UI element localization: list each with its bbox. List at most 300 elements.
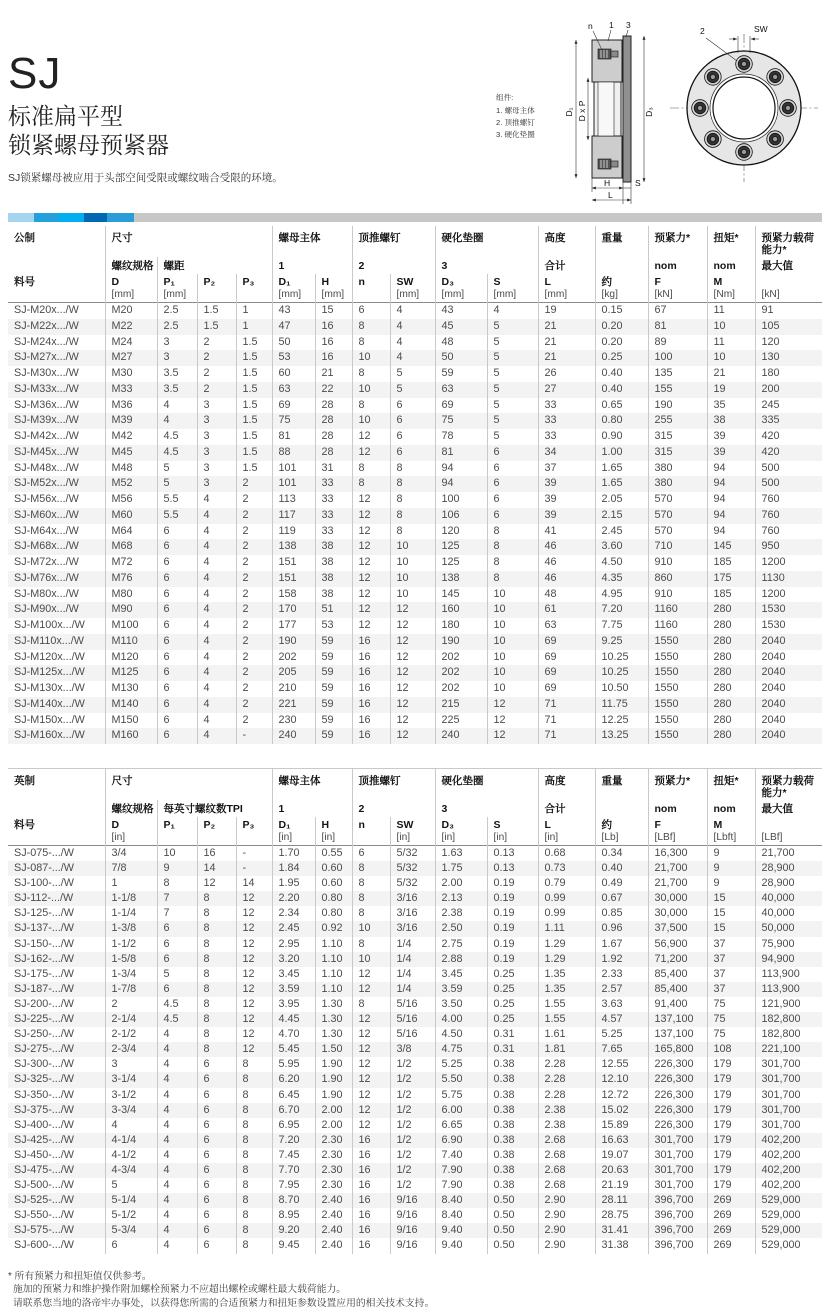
cell: 182,800 xyxy=(755,1012,822,1027)
cell: SJ-M33x.../W xyxy=(14,382,79,395)
cell: 1.10 xyxy=(315,952,352,967)
cell: 8 xyxy=(236,1103,272,1118)
cell: 4 xyxy=(157,1057,197,1072)
cell: 4 xyxy=(197,618,236,634)
cell: 570 xyxy=(648,492,707,508)
table-row xyxy=(8,587,822,603)
cell: M160 xyxy=(105,728,157,744)
nom-label: nom xyxy=(648,257,707,274)
cell: 6 xyxy=(157,524,197,540)
cell: 1.5 xyxy=(236,366,272,382)
cell: 19 xyxy=(707,382,755,398)
cell: 6 xyxy=(157,952,197,967)
cell: SJ-087-.../W xyxy=(14,862,74,875)
cell: 125 xyxy=(435,555,487,571)
cell: 301,700 xyxy=(755,1103,822,1118)
cell: 1160 xyxy=(648,618,707,634)
cell: 12 xyxy=(390,713,435,729)
cell: 2.90 xyxy=(538,1208,595,1223)
cell: 4.45 xyxy=(272,1012,315,1027)
cell: 16 xyxy=(352,1208,390,1223)
cell: 1/2 xyxy=(390,1118,435,1133)
cell: 113 xyxy=(272,492,315,508)
cell: 4 xyxy=(197,587,236,603)
table-row xyxy=(8,445,822,461)
cell: 280 xyxy=(707,650,755,666)
cell: 2.30 xyxy=(315,1178,352,1193)
cell: M68 xyxy=(105,539,157,555)
cell: 3.63 xyxy=(595,997,648,1012)
cell: 11 xyxy=(707,303,755,319)
cell: 1 xyxy=(236,303,272,319)
cell: 3 xyxy=(157,335,197,351)
dim-label-d3: D₃ xyxy=(644,107,654,117)
cell: 12 xyxy=(352,1103,390,1118)
cell: 12 xyxy=(352,1088,390,1103)
cell: 205 xyxy=(272,665,315,681)
cell: 69 xyxy=(538,681,595,697)
unit-row xyxy=(8,832,822,846)
cell: 8 xyxy=(197,1027,236,1042)
cell: 12 xyxy=(390,650,435,666)
cell: 280 xyxy=(707,665,755,681)
component-3-label: 3 xyxy=(435,800,538,817)
cell: 5-3/4 xyxy=(105,1223,157,1238)
cell: 10 xyxy=(487,650,538,666)
group-capacity: 预紧力载荷能力* xyxy=(755,769,822,801)
cell: 185 xyxy=(707,555,755,571)
cell: 28 xyxy=(315,413,352,429)
component-2-label: 2 xyxy=(352,800,435,817)
cell: 3 xyxy=(197,445,236,461)
cell: 121,900 xyxy=(755,997,822,1012)
cell: 2.38 xyxy=(435,906,487,921)
cell: 2.28 xyxy=(538,1088,595,1103)
cell: 2.50 xyxy=(435,921,487,936)
dim-label-s: S xyxy=(635,178,641,188)
cell: 7.40 xyxy=(435,1148,487,1163)
cell: 94 xyxy=(707,461,755,477)
cell: 5 xyxy=(157,461,197,477)
dim-label-dxp: D x P xyxy=(577,100,587,122)
component-3-label: 3 xyxy=(435,257,538,274)
cell: 8 xyxy=(197,937,236,952)
cell: 5 xyxy=(157,967,197,982)
cell: 5 xyxy=(487,350,538,366)
cell: 910 xyxy=(648,555,707,571)
cell: 5.25 xyxy=(595,1027,648,1042)
cell: 113,900 xyxy=(755,967,822,982)
cell: 33 xyxy=(315,524,352,540)
cell: 3-1/4 xyxy=(105,1072,157,1087)
cell: 0.60 xyxy=(315,861,352,876)
cell: 4.5 xyxy=(157,429,197,445)
cell: M80 xyxy=(105,587,157,603)
column-header: F xyxy=(648,274,707,289)
part-label-2: 2 xyxy=(700,26,705,36)
cell: 1.70 xyxy=(272,846,315,862)
cell: 120 xyxy=(755,335,822,351)
cell: 4 xyxy=(157,1193,197,1208)
table-row xyxy=(8,1163,822,1178)
cell: 8 xyxy=(236,1133,272,1148)
cell: 85,400 xyxy=(648,982,707,997)
accent-bar-segment xyxy=(34,213,58,222)
cell: 105 xyxy=(755,319,822,335)
table-row xyxy=(8,555,822,571)
cell: 6 xyxy=(487,476,538,492)
cell: 21 xyxy=(315,366,352,382)
cell: 91,400 xyxy=(648,997,707,1012)
table-row xyxy=(8,461,822,477)
cell: 179 xyxy=(707,1088,755,1103)
cell: M36 xyxy=(105,398,157,414)
cell: 8 xyxy=(487,571,538,587)
cell: 1.29 xyxy=(538,937,595,952)
cell: 4.5 xyxy=(157,997,197,1012)
cell: 15.89 xyxy=(595,1118,648,1133)
cell: 5/16 xyxy=(390,997,435,1012)
cell: 240 xyxy=(435,728,487,744)
column-name-row xyxy=(8,274,822,289)
cell: 59 xyxy=(315,634,352,650)
cell: SJ-M72x.../W xyxy=(14,556,79,568)
cell: 20.63 xyxy=(595,1163,648,1178)
cell: 0.38 xyxy=(487,1133,538,1148)
cell: 1530 xyxy=(755,602,822,618)
component-1-label: 1 xyxy=(272,800,352,817)
cell: 1.10 xyxy=(315,937,352,952)
cell: 0.15 xyxy=(595,303,648,319)
cell: 6 xyxy=(197,1118,236,1133)
cell: 10.50 xyxy=(595,681,648,697)
cell: 85,400 xyxy=(648,967,707,982)
cell: 2 xyxy=(236,697,272,713)
cell: 1/4 xyxy=(390,967,435,982)
cell: 5 xyxy=(487,413,538,429)
cell: 2 xyxy=(197,366,236,382)
cell: 12 xyxy=(390,697,435,713)
cell: 1.90 xyxy=(315,1057,352,1072)
cell: SJ-M22x.../W xyxy=(14,319,79,332)
cell: 71 xyxy=(538,713,595,729)
cell: 138 xyxy=(272,539,315,555)
cell: 1.5 xyxy=(236,335,272,351)
cell: 12 xyxy=(236,891,272,906)
cell: 9 xyxy=(707,876,755,891)
technical-drawing xyxy=(492,20,830,210)
cell: 37,500 xyxy=(648,921,707,936)
cell: 2 xyxy=(197,350,236,366)
table-row xyxy=(8,1072,822,1087)
cell: M150 xyxy=(105,713,157,729)
cell: 0.40 xyxy=(595,382,648,398)
cell: SJ-325-.../W xyxy=(14,1073,74,1086)
cell: 202 xyxy=(435,665,487,681)
cell: 1530 xyxy=(755,618,822,634)
cell: 12 xyxy=(352,508,390,524)
cell: 0.79 xyxy=(538,876,595,891)
table-row xyxy=(8,571,822,587)
cell: 8 xyxy=(236,1057,272,1072)
cell: 4 xyxy=(157,1133,197,1148)
cell: 0.67 xyxy=(595,891,648,906)
cell: 10 xyxy=(487,681,538,697)
cell: 6 xyxy=(487,492,538,508)
cell: 2 xyxy=(105,997,157,1012)
cell: SJ-175-.../W xyxy=(14,967,74,980)
cell: 280 xyxy=(707,697,755,713)
cell: 0.96 xyxy=(595,921,648,936)
cell: 1/2 xyxy=(390,1072,435,1087)
cell: 69 xyxy=(435,398,487,414)
cell: 2.68 xyxy=(538,1133,595,1148)
cell: 5 xyxy=(487,398,538,414)
cell: 51 xyxy=(315,602,352,618)
cell: 9/16 xyxy=(390,1193,435,1208)
cell: 31.41 xyxy=(595,1223,648,1238)
cell: 6 xyxy=(157,982,197,997)
cell: 33 xyxy=(315,476,352,492)
cell: 8 xyxy=(197,1012,236,1027)
cell: 16 xyxy=(352,634,390,650)
cell: 21,700 xyxy=(648,876,707,891)
cell: 0.90 xyxy=(595,429,648,445)
cell: 155 xyxy=(648,382,707,398)
cell: 2040 xyxy=(755,634,822,650)
cell: SJ-M120x.../W xyxy=(14,650,85,663)
cell: 5.5 xyxy=(157,508,197,524)
cell: 0.50 xyxy=(487,1208,538,1223)
cell: 0.49 xyxy=(595,876,648,891)
cell: 5 xyxy=(105,1178,157,1193)
cell: 190 xyxy=(272,634,315,650)
column-header: D₁ xyxy=(272,817,315,832)
cell: 16,300 xyxy=(648,846,707,862)
cell: 3 xyxy=(197,476,236,492)
cell: 14 xyxy=(236,876,272,891)
cell: 12 xyxy=(236,921,272,936)
cell: 2.20 xyxy=(272,891,315,906)
cell: 94 xyxy=(707,476,755,492)
cell: 8 xyxy=(236,1193,272,1208)
cell: SJ-100-.../W xyxy=(14,877,74,890)
max-label: 最大值 xyxy=(755,257,822,274)
cell: 1.5 xyxy=(236,461,272,477)
cell: 81 xyxy=(272,429,315,445)
cell: 71,200 xyxy=(648,952,707,967)
cell: 0.55 xyxy=(315,846,352,862)
column-header: S xyxy=(487,274,538,289)
unit-label: [mm] xyxy=(435,289,487,303)
cell: 37 xyxy=(707,952,755,967)
cell: SJ-225-.../W xyxy=(14,1013,74,1026)
metric-table-body xyxy=(8,303,822,745)
unit-label: [Lb] xyxy=(595,832,648,846)
cell: 2 xyxy=(197,335,236,351)
part-label-3: 3 xyxy=(626,20,631,30)
cell: 8 xyxy=(352,876,390,891)
cell: 9.20 xyxy=(272,1223,315,1238)
table-row xyxy=(8,650,822,666)
cell: 2.75 xyxy=(435,937,487,952)
cell: 1.67 xyxy=(595,937,648,952)
cell: 3.5 xyxy=(157,366,197,382)
cell: 119 xyxy=(272,524,315,540)
cell: 420 xyxy=(755,445,822,461)
cell: 0.20 xyxy=(595,319,648,335)
cell: 177 xyxy=(272,618,315,634)
cell: 135 xyxy=(648,366,707,382)
cell: 396,700 xyxy=(648,1223,707,1238)
cell: 7.20 xyxy=(595,602,648,618)
cell: 1.5 xyxy=(236,350,272,366)
cell: 2.40 xyxy=(315,1193,352,1208)
cell: 59 xyxy=(315,665,352,681)
cell: 12 xyxy=(236,1042,272,1057)
cell: 10 xyxy=(352,921,390,936)
cell: 255 xyxy=(648,413,707,429)
cell: 1550 xyxy=(648,665,707,681)
cell: 39 xyxy=(538,476,595,492)
group-preload: 预紧力* xyxy=(648,226,707,257)
header-spacer xyxy=(595,257,648,274)
cell: 1/4 xyxy=(390,982,435,997)
table-row xyxy=(8,350,822,366)
cell: 4 xyxy=(157,1072,197,1087)
cell: 245 xyxy=(755,398,822,414)
cell: 4.70 xyxy=(272,1027,315,1042)
cell: 6 xyxy=(352,303,390,319)
cell: 226,300 xyxy=(648,1057,707,1072)
cell: 1550 xyxy=(648,681,707,697)
cell: 1.29 xyxy=(538,952,595,967)
cell: 10 xyxy=(487,602,538,618)
table-row xyxy=(8,967,822,982)
cell: SJ-M68x.../W xyxy=(14,540,79,553)
cell: 280 xyxy=(707,618,755,634)
cell: 500 xyxy=(755,476,822,492)
cell: 108 xyxy=(707,1042,755,1057)
cell: 202 xyxy=(435,650,487,666)
accent-bar-rest xyxy=(134,213,822,222)
cell: SJ-M100x.../W xyxy=(14,619,85,631)
cell: 2.00 xyxy=(315,1118,352,1133)
cell: 1.00 xyxy=(595,445,648,461)
cell: 6 xyxy=(197,1148,236,1163)
cell: - xyxy=(236,846,272,862)
cell: 6.95 xyxy=(272,1118,315,1133)
cell: 2.5 xyxy=(157,319,197,335)
table-row xyxy=(8,476,822,492)
cell: SJ-450-.../W xyxy=(14,1148,74,1161)
cell: 16 xyxy=(197,846,236,862)
cell: 33 xyxy=(538,398,595,414)
cell: 2 xyxy=(236,681,272,697)
cell: 4 xyxy=(390,335,435,351)
cell: 158 xyxy=(272,587,315,603)
cell: 269 xyxy=(707,1193,755,1208)
group-weight: 重量 xyxy=(595,769,648,801)
cell: 0.25 xyxy=(487,997,538,1012)
table-row xyxy=(8,303,822,319)
cell: 3.59 xyxy=(272,982,315,997)
cell: 8 xyxy=(197,982,236,997)
unit-label: [mm] xyxy=(157,289,197,303)
cell: 4 xyxy=(157,1042,197,1057)
cell: 1.5 xyxy=(197,303,236,319)
cell: 6 xyxy=(197,1223,236,1238)
cell: 59 xyxy=(315,681,352,697)
cell: SJ-M39x.../W xyxy=(14,414,79,427)
column-header: D xyxy=(105,817,157,832)
cell: 94 xyxy=(707,524,755,540)
cell: 9 xyxy=(707,846,755,862)
cell: M90 xyxy=(105,602,157,618)
cell: 301,700 xyxy=(755,1118,822,1133)
cell: 8 xyxy=(197,906,236,921)
cell: 16 xyxy=(352,1163,390,1178)
cell: 4.95 xyxy=(595,587,648,603)
cell: 4 xyxy=(197,555,236,571)
cell: 175 xyxy=(707,571,755,587)
cell: 8 xyxy=(352,937,390,952)
cell: 6 xyxy=(487,508,538,524)
cell: 10 xyxy=(390,571,435,587)
column-header: SW xyxy=(390,817,435,832)
header-section xyxy=(0,0,830,213)
cell: 190 xyxy=(435,634,487,650)
cell: 81 xyxy=(435,445,487,461)
cell: SJ-350-.../W xyxy=(14,1088,74,1101)
cell: 63 xyxy=(435,382,487,398)
column-header: 约 xyxy=(595,274,648,289)
cell: 94 xyxy=(435,461,487,477)
table-row xyxy=(8,997,822,1012)
cell: 12 xyxy=(236,952,272,967)
cell: 1.5 xyxy=(236,382,272,398)
nom-label: nom xyxy=(648,800,707,817)
cell: 12 xyxy=(390,634,435,650)
cell: 6 xyxy=(157,728,197,744)
cell: 16 xyxy=(352,1193,390,1208)
cell: 100 xyxy=(648,350,707,366)
cell: 179 xyxy=(707,1178,755,1193)
cell: 301,700 xyxy=(648,1133,707,1148)
cell: 8.95 xyxy=(272,1208,315,1223)
cell: 1.95 xyxy=(272,876,315,891)
cell: SJ-425-.../W xyxy=(14,1133,74,1146)
cell: 9/16 xyxy=(390,1208,435,1223)
thread-spec-label: 螺纹规格 xyxy=(105,800,157,817)
column-header xyxy=(755,817,822,832)
cell: 22 xyxy=(315,382,352,398)
cell: 1.81 xyxy=(538,1042,595,1057)
cell: 8 xyxy=(352,366,390,382)
cell: 63 xyxy=(538,618,595,634)
cell: 10 xyxy=(390,587,435,603)
cell: 5.25 xyxy=(435,1057,487,1072)
total-label: 合计 xyxy=(538,257,595,274)
cell: 710 xyxy=(648,539,707,555)
cell: 860 xyxy=(648,571,707,587)
group-preload: 预紧力* xyxy=(648,769,707,801)
cell: 3-3/4 xyxy=(105,1103,157,1118)
cell: 69 xyxy=(538,650,595,666)
table-row xyxy=(8,335,822,351)
cell: 2.40 xyxy=(315,1238,352,1253)
cell: 60 xyxy=(272,366,315,382)
